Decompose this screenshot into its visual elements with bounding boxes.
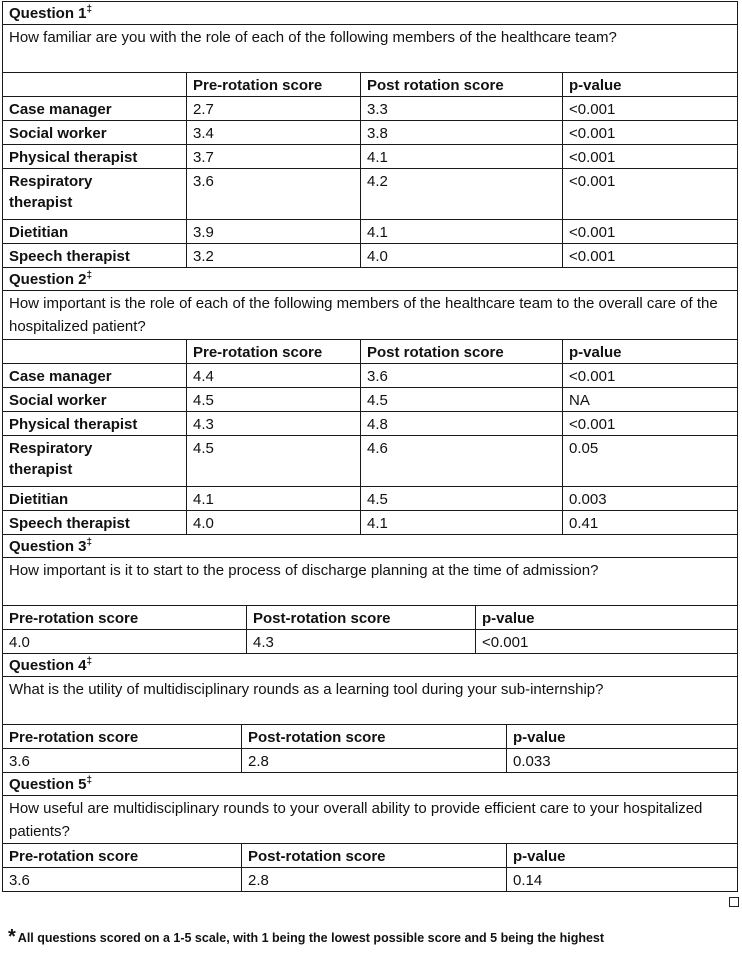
table-row <box>2 121 738 145</box>
table-cell: 4.5 <box>361 487 563 510</box>
q5-header-cell: Pre-rotation score <box>3 844 242 867</box>
row-label: Speech therapist <box>3 244 187 267</box>
double-dagger-mark: ‡ <box>86 656 93 667</box>
table-cell: 2.7 <box>187 97 361 120</box>
table-cell: 0.41 <box>569 515 599 532</box>
q3-header-row <box>2 606 738 630</box>
question-1-text: How familiar are you with the role of each of the following members of the healthcare team? <box>2 25 738 73</box>
table-row <box>2 169 738 220</box>
q3-value-row <box>2 630 738 654</box>
q1-header-cell: Pre-rotation score <box>187 73 361 96</box>
table-cell: 3.7 <box>187 145 361 168</box>
table-cell: 0.05 <box>569 440 599 457</box>
question-5-text: How useful are multidisciplinary rounds to your overall ability to provide efficient care to your hospitalized patients? <box>2 796 738 844</box>
row-label: Case manager <box>3 97 187 120</box>
double-dagger-mark: ‡ <box>86 775 93 786</box>
q3-header-cell: Post-rotation score <box>247 606 476 629</box>
q1-header-cell <box>3 73 187 96</box>
table-cell: 4.6 <box>361 436 563 486</box>
q3-header-cell: p-value <box>482 610 535 627</box>
table-cell: 4.0 <box>187 511 361 534</box>
small-square-marker <box>729 897 739 907</box>
q1-header-cell: Post rotation score <box>361 73 563 96</box>
row-label: Respiratory therapist <box>3 169 187 219</box>
q3-header-cell: Pre-rotation score <box>3 606 247 629</box>
table-cell: 4.1 <box>361 220 563 243</box>
table-row <box>2 220 738 244</box>
table-cell: 4.0 <box>361 244 563 267</box>
q2-header-cell: p-value <box>569 344 622 361</box>
question-4-text: What is the utility of multidisciplinary rounds as a learning tool during your sub-internship? <box>2 677 738 725</box>
table-cell: 4.1 <box>361 511 563 534</box>
footnote <box>8 926 604 949</box>
table-cell: <0.001 <box>569 101 616 118</box>
question-3-title: Question 3‡ <box>2 535 738 558</box>
table-cell: 4.5 <box>361 388 563 411</box>
q5-header-cell: Post-rotation score <box>242 844 507 867</box>
q2-header-cell: Post rotation score <box>361 340 563 363</box>
question-2-title: Question 2‡ <box>2 268 738 291</box>
table-cell: <0.001 <box>569 416 616 433</box>
row-label: Social worker <box>3 388 187 411</box>
row-label: Dietitian <box>3 487 187 510</box>
table-cell: <0.001 <box>569 248 616 265</box>
table-cell: 4.5 <box>187 436 361 486</box>
table-row <box>2 364 738 388</box>
table-cell: 3.6 <box>361 364 563 387</box>
table-cell: 4.2 <box>361 169 563 219</box>
table-cell: <0.001 <box>569 125 616 142</box>
q1-header-row <box>2 73 738 97</box>
table-cell: 4.5 <box>187 388 361 411</box>
row-label: Speech therapist <box>3 511 187 534</box>
q3-value-cell: 4.3 <box>247 630 476 653</box>
footnote-asterisk: * <box>8 926 16 948</box>
q5-value-row <box>2 868 738 892</box>
table-row <box>2 97 738 121</box>
table-row <box>2 436 738 487</box>
q4-value-row <box>2 749 738 773</box>
row-label: Social worker <box>3 121 187 144</box>
table-cell: <0.001 <box>569 368 616 385</box>
table-cell: 4.1 <box>361 145 563 168</box>
row-label: Physical therapist <box>3 145 187 168</box>
footnote-text: All questions scored on a 1-5 scale, with 1 being the lowest possible score and 5 being the highest <box>17 931 605 945</box>
table-row <box>2 388 738 412</box>
q3-value-cell: <0.001 <box>482 634 529 651</box>
q4-value-cell: 2.8 <box>242 749 507 772</box>
table-row <box>2 487 738 511</box>
q5-header-cell: p-value <box>513 848 566 865</box>
q4-value-cell: 0.033 <box>513 753 551 770</box>
row-label: Dietitian <box>3 220 187 243</box>
table-cell: 4.1 <box>187 487 361 510</box>
table-cell: 3.2 <box>187 244 361 267</box>
question-2-text: How important is the role of each of the following members of the healthcare team to the overall care of the hospitalized patient? <box>2 291 738 340</box>
q4-header-cell: p-value <box>513 729 566 746</box>
question-5-title: Question 5‡ <box>2 773 738 796</box>
double-dagger-mark: ‡ <box>86 537 93 548</box>
q5-value-cell: 2.8 <box>242 868 507 891</box>
q1-header-cell: p-value <box>569 77 622 94</box>
q5-header-row <box>2 844 738 868</box>
row-label: Case manager <box>3 364 187 387</box>
table-cell: 0.003 <box>569 491 607 508</box>
row-label: Respiratory therapist <box>3 436 187 486</box>
table-cell: 4.4 <box>187 364 361 387</box>
question-1-title: Question 1‡ <box>2 1 738 25</box>
q4-header-row <box>2 725 738 749</box>
double-dagger-mark: ‡ <box>86 270 93 281</box>
q2-header-row <box>2 340 738 364</box>
q3-value-cell: 4.0 <box>3 630 247 653</box>
q4-value-cell: 3.6 <box>3 749 242 772</box>
row-label: Physical therapist <box>3 412 187 435</box>
table-cell: NA <box>569 392 590 409</box>
q4-header-cell: Post-rotation score <box>242 725 507 748</box>
table-row <box>2 412 738 436</box>
q5-value-cell: 3.6 <box>3 868 242 891</box>
table-cell: 3.4 <box>187 121 361 144</box>
double-dagger-mark: ‡ <box>86 4 93 15</box>
table-cell: 4.3 <box>187 412 361 435</box>
q2-header-cell: Pre-rotation score <box>187 340 361 363</box>
q5-value-cell: 0.14 <box>513 872 543 889</box>
table-cell: <0.001 <box>569 149 616 166</box>
table-cell: 3.9 <box>187 220 361 243</box>
survey-results-table <box>2 1 738 892</box>
q2-header-cell <box>3 340 187 363</box>
table-cell: <0.001 <box>569 224 616 241</box>
table-cell: 3.6 <box>187 169 361 219</box>
table-row <box>2 511 738 535</box>
question-4-title: Question 4‡ <box>2 654 738 677</box>
table-cell: 3.8 <box>361 121 563 144</box>
table-cell: 3.3 <box>361 97 563 120</box>
table-cell: 4.8 <box>361 412 563 435</box>
table-row <box>2 244 738 268</box>
table-cell: <0.001 <box>569 173 616 190</box>
q4-header-cell: Pre-rotation score <box>3 725 242 748</box>
question-3-text: How important is it to start to the process of discharge planning at the time of admission? <box>2 558 738 606</box>
table-row <box>2 145 738 169</box>
